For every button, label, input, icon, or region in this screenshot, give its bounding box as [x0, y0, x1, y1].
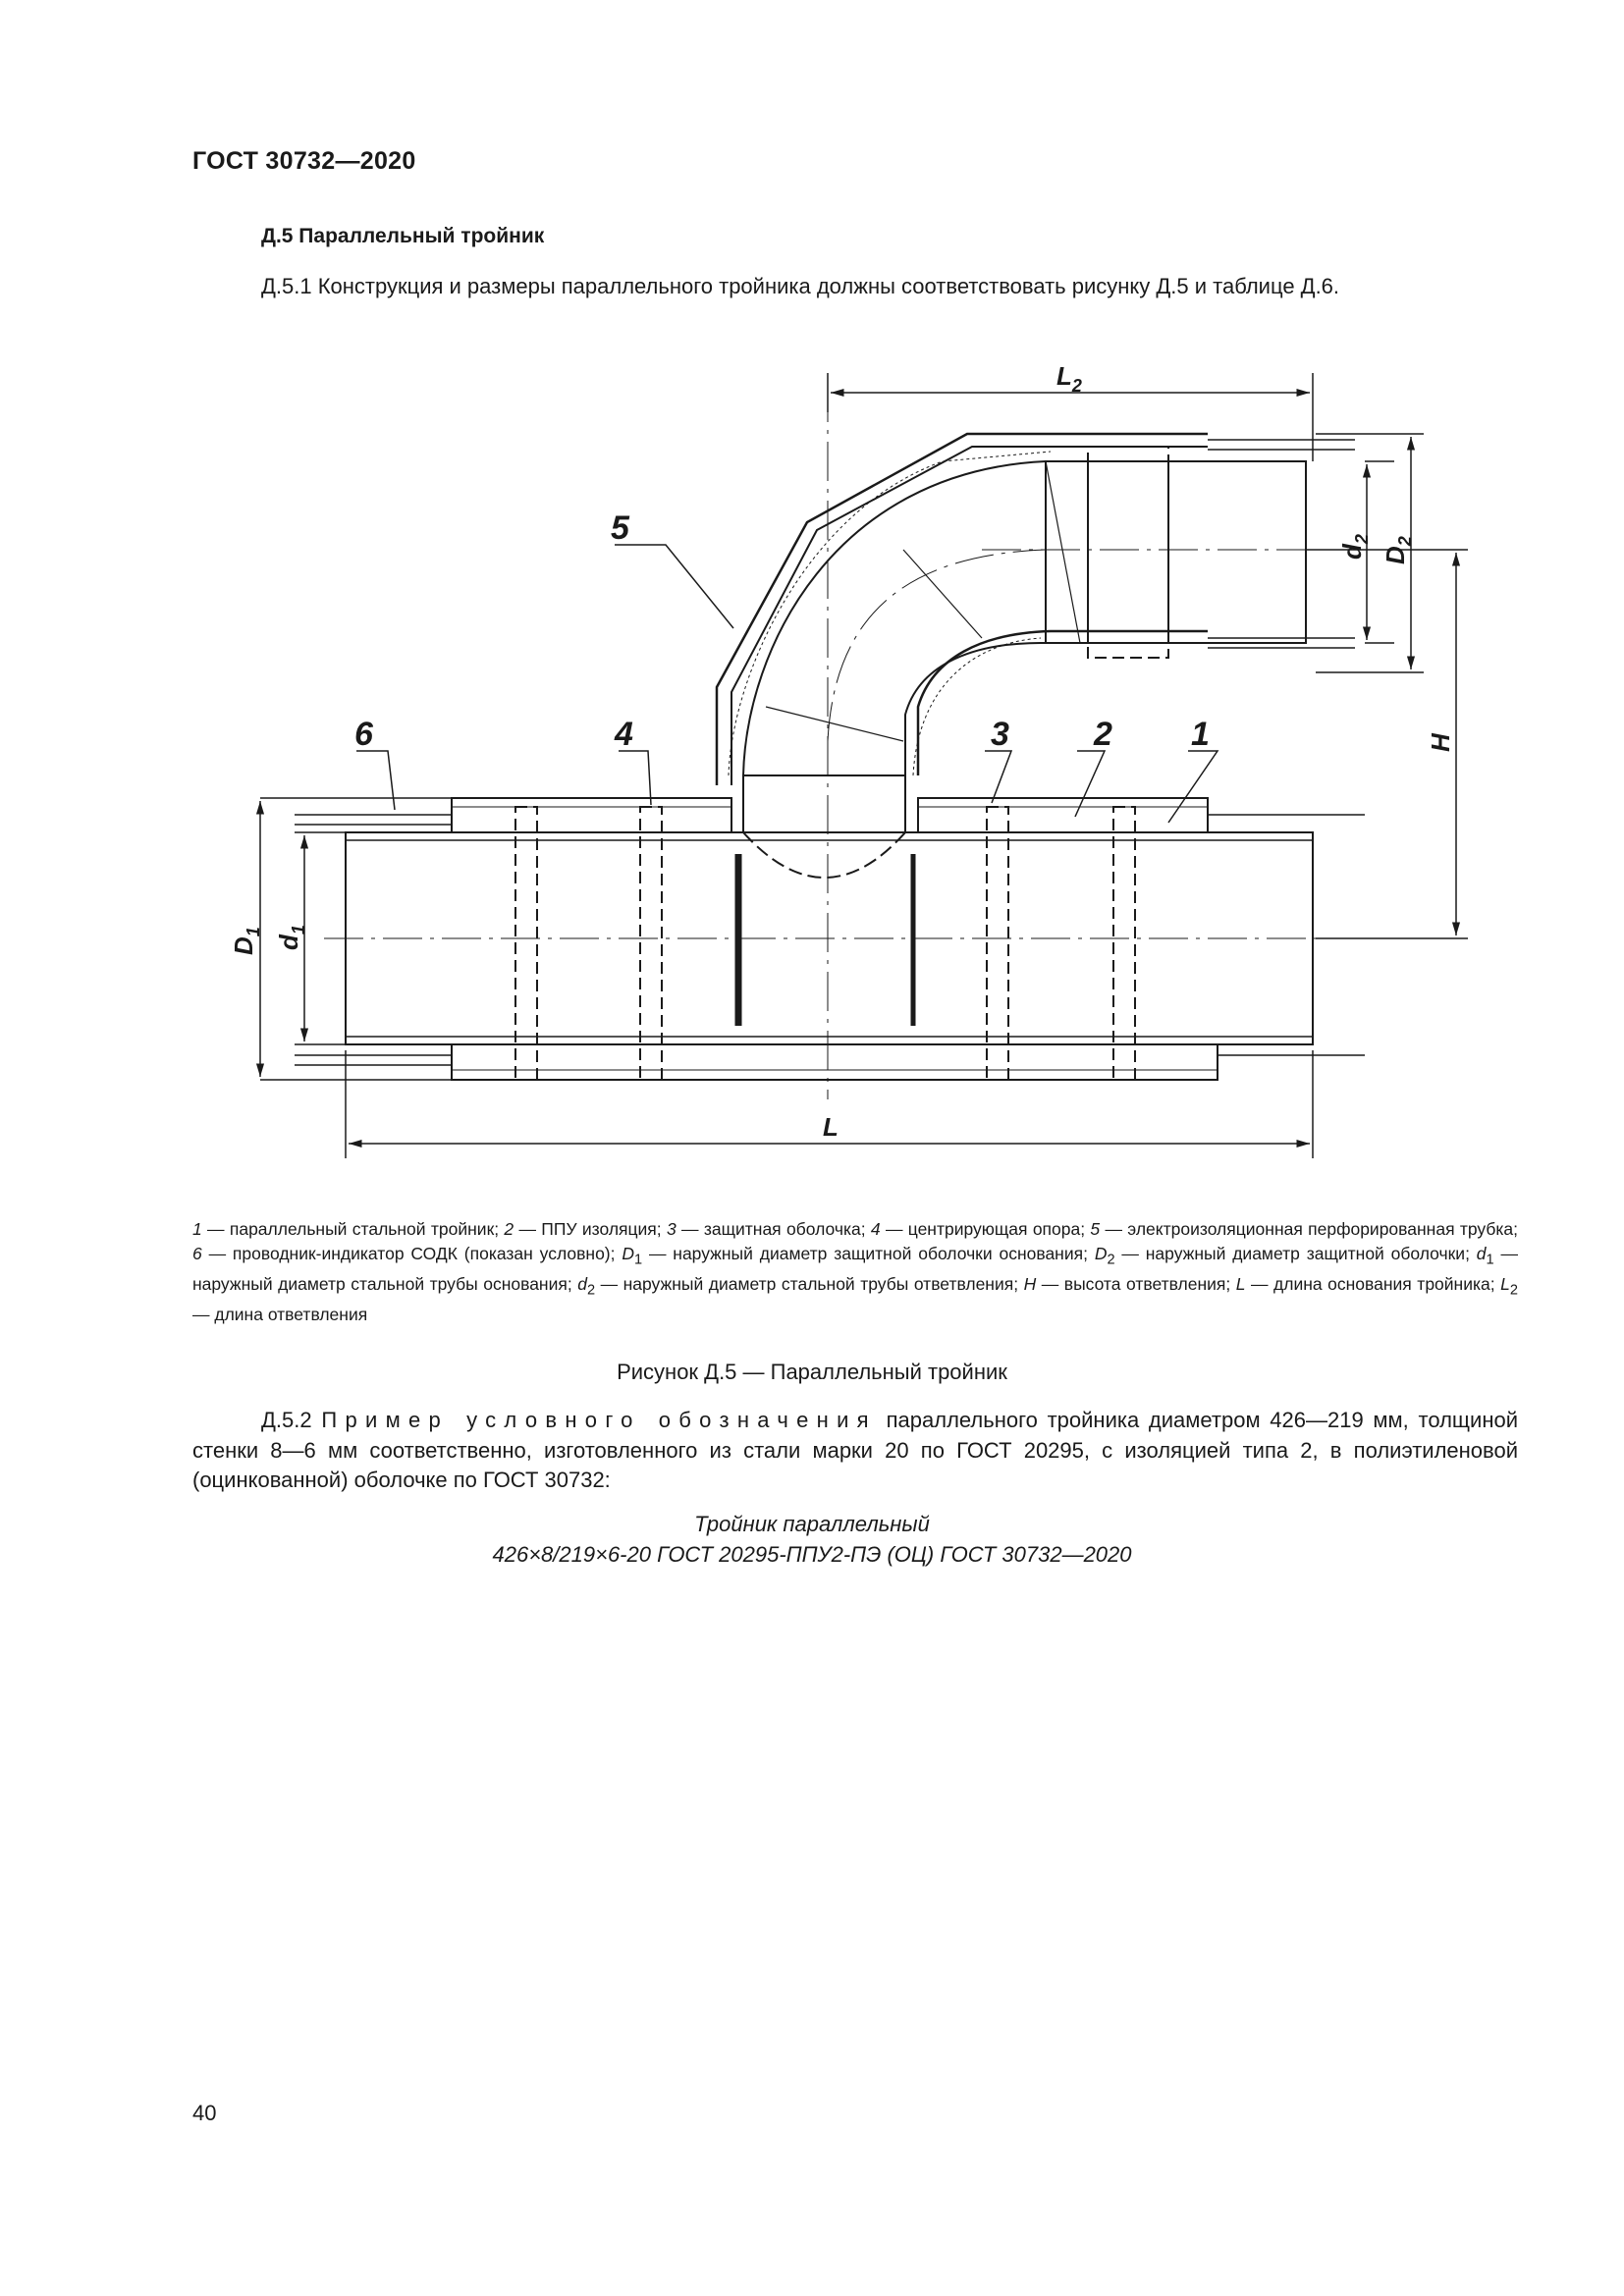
dim-d1: $d_1$	[274, 925, 308, 950]
casing-bottom	[452, 1044, 1218, 1080]
callout-4: 4	[615, 716, 633, 753]
spaced-phrase: Пример условного обозначения	[321, 1408, 877, 1432]
callout-2: 2	[1094, 716, 1112, 753]
figure-parallel-tee	[226, 353, 1455, 1158]
figure-caption: Рисунок Д.5 — Параллельный тройник	[617, 1360, 1007, 1384]
page-header: ГОСТ 30732—2020	[192, 147, 416, 175]
casing-top-right	[918, 798, 1208, 832]
page-number: 40	[192, 2101, 217, 2125]
dim-D2: $D_2$	[1380, 536, 1415, 564]
callout-1: 1	[1191, 716, 1210, 753]
example-line-2: 426×8/219×6-20 ГОСТ 20295-ППУ2-ПЭ (ОЦ) ГОСТ 30732—2020	[492, 1542, 1132, 1567]
callout-5: 5	[611, 509, 629, 547]
callout-3: 3	[991, 716, 1009, 753]
example-line-1: Тройник параллельный	[694, 1512, 930, 1536]
dim-H: H	[1426, 733, 1455, 752]
dim-L: L	[823, 1112, 839, 1142]
paragraph-d51: Д.5.1 Конструкция и размеры параллельного тройника должны соответствовать рисунку Д.5 и таблице Д.6.	[261, 274, 1340, 298]
figure-legend: 1 — параллельный стальной тройник; 2 — ППУ изоляция; 3 — защитная оболочка; 4 — центрирующая опора; 5 — электроизоляционная перфорированная трубка; 6 — проводник-индикатор СОДК (показан условно); $D_1$ — наружный диаметр защитной оболочки основания; $D_2$ — наружный диаметр защитной оболочки; $d_1$ — наружный диаметр стальной трубы основания; $d_2$ — наружный диаметр стальной трубы ответвления; H — высота ответвления; L — длина основания тройника; $L_2$ — длина ответвления	[192, 1219, 1519, 1324]
dim-d2: $d_2$	[1337, 534, 1372, 560]
section-title: Д.5 Параллельный тройник	[261, 225, 545, 247]
callout-6: 6	[354, 716, 373, 753]
casing-top-left	[452, 798, 731, 832]
paragraph-d52: Д.5.2 Пример условного обозначения параллельного тройника диаметром 426—219 мм, толщиной стенки 8—6 мм соответственно, изготовленного из стали марки 20 по ГОСТ 20295, с изоляцией типа 2, в полиэтиленовой (оцинкованной) оболочке по ГОСТ 30732:	[192, 1408, 1518, 1492]
dim-L2: $L_2$	[1056, 361, 1082, 396]
dim-D1: $D_1$	[229, 927, 263, 955]
branch-steel-pipe	[1046, 461, 1306, 643]
